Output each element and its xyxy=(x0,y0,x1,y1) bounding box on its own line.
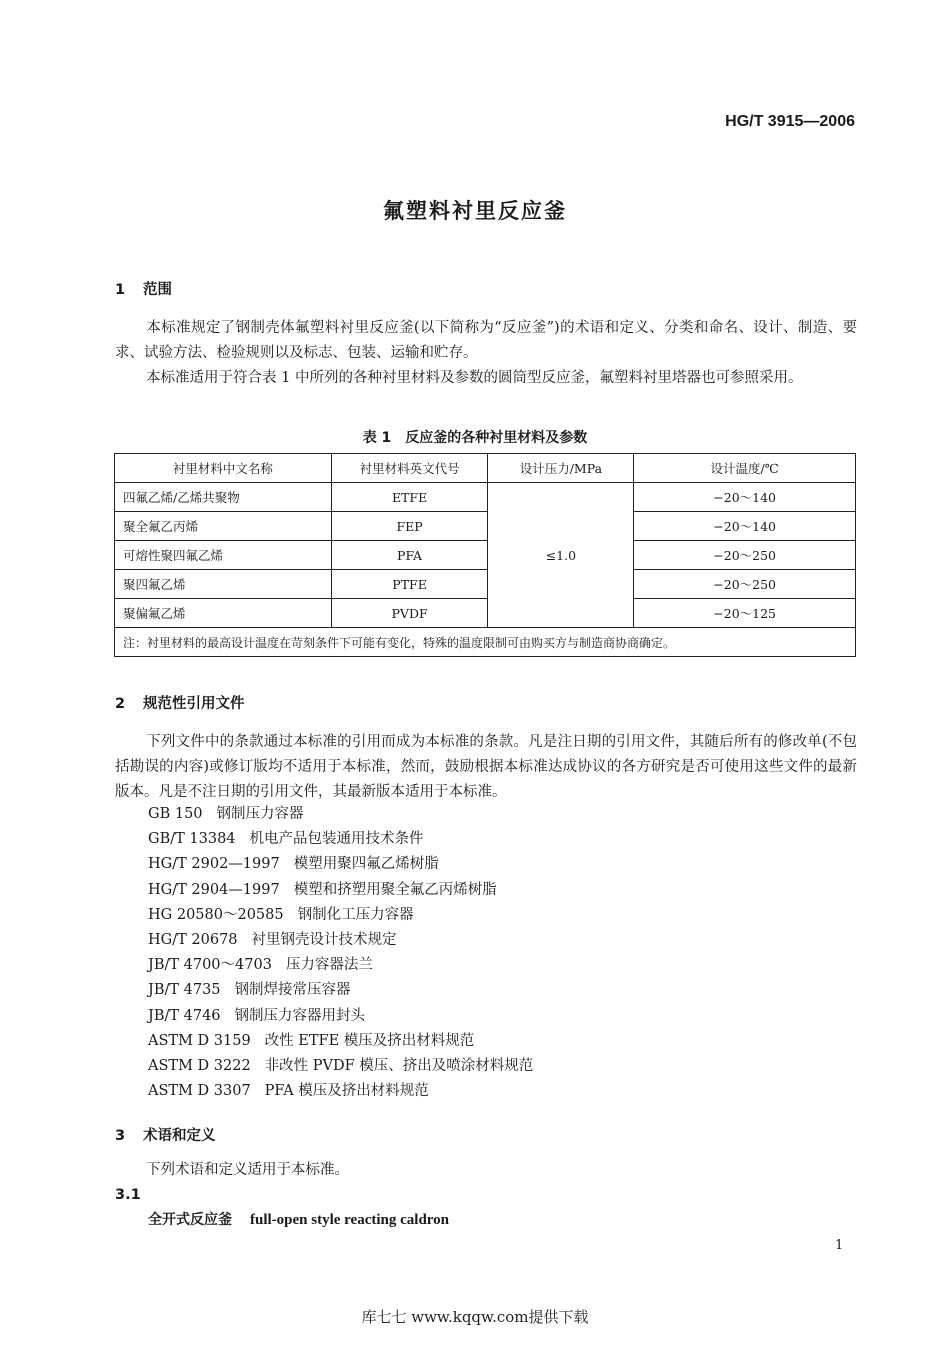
download-footer: 库七七 www.kqqw.com提供下载 xyxy=(361,1308,589,1326)
ref-name: 机电产品包装通用技术条件 xyxy=(249,831,424,848)
list-item xyxy=(148,878,533,903)
document-title: 氟塑料衬里反应釜 xyxy=(383,199,567,223)
list-item xyxy=(148,827,533,852)
subsection-number: 3.1 xyxy=(115,1187,141,1203)
section-title: 术语和定义 xyxy=(143,1128,216,1144)
ref-name: 钢制化工压力容器 xyxy=(297,906,414,923)
material-en-code: PFA xyxy=(331,541,488,570)
ref-code: HG/T 20678 xyxy=(148,931,238,948)
material-cn-name: 四氟乙烯/乙烯共聚物 xyxy=(115,483,332,512)
material-en-code: PTFE xyxy=(331,570,488,599)
table-header-row xyxy=(115,454,856,483)
material-en-code: PVDF xyxy=(331,599,488,628)
section-title: 规范性引用文件 xyxy=(143,696,245,712)
section-2-paragraph xyxy=(115,730,857,805)
list-item xyxy=(148,953,533,978)
section-1-paragraph-2 xyxy=(115,366,857,391)
table-row xyxy=(115,570,856,599)
ref-code: HG 20580～20585 xyxy=(148,906,284,923)
ref-code: ASTM D 3307 xyxy=(148,1083,251,1100)
table-row xyxy=(115,599,856,628)
material-cn-name: 可熔性聚四氟乙烯 xyxy=(115,541,332,570)
table-note: 注：衬里材料的最高设计温度在苛刻条件下可能有变化，特殊的温度限制可由购买方与制造商协商确定。 xyxy=(115,628,856,657)
design-temperature: −20～140 xyxy=(634,483,856,512)
ref-name: 钢制焊接常压容器 xyxy=(234,982,351,999)
list-item xyxy=(148,903,533,928)
ref-code: JB/T 4746 xyxy=(148,1007,221,1024)
ref-name: 钢制压力容器用封头 xyxy=(234,1007,366,1024)
column-header: 设计压力/MPa xyxy=(488,454,634,483)
ref-code: ASTM D 3159 xyxy=(148,1032,251,1049)
ref-name: 钢制压力容器 xyxy=(216,806,304,822)
material-en-code: ETFE xyxy=(331,483,488,512)
list-item xyxy=(148,1079,533,1104)
ref-code: ASTM D 3222 xyxy=(148,1057,251,1074)
section-2-heading xyxy=(115,692,245,713)
section-3-paragraph xyxy=(115,1158,857,1183)
table-row xyxy=(115,512,856,541)
material-en-code: FEP xyxy=(331,512,488,541)
design-temperature: −20～250 xyxy=(634,570,856,599)
list-item xyxy=(148,928,533,953)
ref-code: JB/T 4735 xyxy=(148,982,221,999)
table-caption: 表 1 反应釜的各种衬里材料及参数 xyxy=(362,430,588,446)
material-cn-name: 聚全氟乙丙烯 xyxy=(115,512,332,541)
reference-list xyxy=(148,802,533,1104)
ref-code: HG/T 2902—1997 xyxy=(148,856,280,873)
design-temperature: −20～125 xyxy=(634,599,856,628)
ref-name: 模塑和挤塑用聚全氟乙丙烯树脂 xyxy=(293,881,497,898)
material-cn-name: 聚偏氟乙烯 xyxy=(115,599,332,628)
paragraph-text: 本标准适用于符合表 1 中所列的各种衬里材料及参数的圆筒型反应釜，氟塑料衬里塔器也可参照采用。 xyxy=(146,370,803,386)
page-number: 1 xyxy=(835,1238,844,1253)
list-item xyxy=(148,1029,533,1054)
ref-name: 压力容器法兰 xyxy=(285,957,373,974)
table-row xyxy=(115,541,856,570)
section-1-paragraph-1 xyxy=(115,316,857,366)
term-entry xyxy=(148,1209,449,1229)
list-item xyxy=(148,978,533,1003)
design-temperature: −20～250 xyxy=(634,541,856,570)
term-cn: 全开式反应釜 xyxy=(148,1212,232,1228)
table-note-row xyxy=(115,628,856,657)
list-item xyxy=(148,802,533,827)
section-number: 3 xyxy=(115,1128,126,1144)
ref-name: 非改性 PVDF 模压、挤出及喷涂材料规范 xyxy=(264,1057,534,1074)
ref-code: JB/T 4700～4703 xyxy=(148,957,272,974)
list-item xyxy=(148,1004,533,1029)
paragraph-text: 下列术语和定义适用于本标准。 xyxy=(146,1162,349,1178)
column-header: 设计温度/℃ xyxy=(634,454,856,483)
design-temperature: −20～140 xyxy=(634,512,856,541)
table-row xyxy=(115,483,856,512)
term-en: full-open style reacting caldron xyxy=(250,1212,450,1228)
list-item xyxy=(148,1054,533,1079)
ref-name: PFA 模压及挤出材料规范 xyxy=(264,1083,429,1100)
section-3-heading xyxy=(115,1124,216,1145)
paragraph-text: 下列文件中的条款通过本标准的引用而成为本标准的条款。凡是注日期的引用文件，其随后所有的修改单(不包括勘误的内容)或修订版均不适用于本标准，然而，鼓励根据本标准达成协议的各方研究是否可使用这些文件的最新版本。凡是不注日期的引用文件，其最新版本适用于本标准。 xyxy=(115,734,857,800)
ref-code: HG/T 2904—1997 xyxy=(148,881,280,898)
section-number: 1 xyxy=(115,282,126,298)
list-item xyxy=(148,852,533,877)
column-header: 衬里材料英文代号 xyxy=(331,454,488,483)
paragraph-text: 本标准规定了钢制壳体氟塑料衬里反应釜(以下简称为“反应釜”)的术语和定义、分类和命名、设计、制造、要求、试验方法、检验规则以及标志、包装、运输和贮存。 xyxy=(115,320,857,361)
ref-name: 模塑用聚四氟乙烯树脂 xyxy=(293,856,439,873)
ref-name: 改性 ETFE 模压及挤出材料规范 xyxy=(264,1032,475,1049)
section-1-heading xyxy=(115,278,172,299)
standard-code: HG/T 3915—2006 xyxy=(725,113,855,130)
materials-table xyxy=(114,453,856,657)
material-cn-name: 聚四氟乙烯 xyxy=(115,570,332,599)
section-title: 范围 xyxy=(143,282,172,298)
design-pressure: ≤1.0 xyxy=(488,483,634,628)
ref-name: 衬里钢壳设计技术规定 xyxy=(251,931,397,948)
section-number: 2 xyxy=(115,696,126,712)
column-header: 衬里材料中文名称 xyxy=(115,454,332,483)
ref-code: GB/T 13384 xyxy=(148,831,236,848)
ref-code: GB 150 xyxy=(148,806,203,822)
